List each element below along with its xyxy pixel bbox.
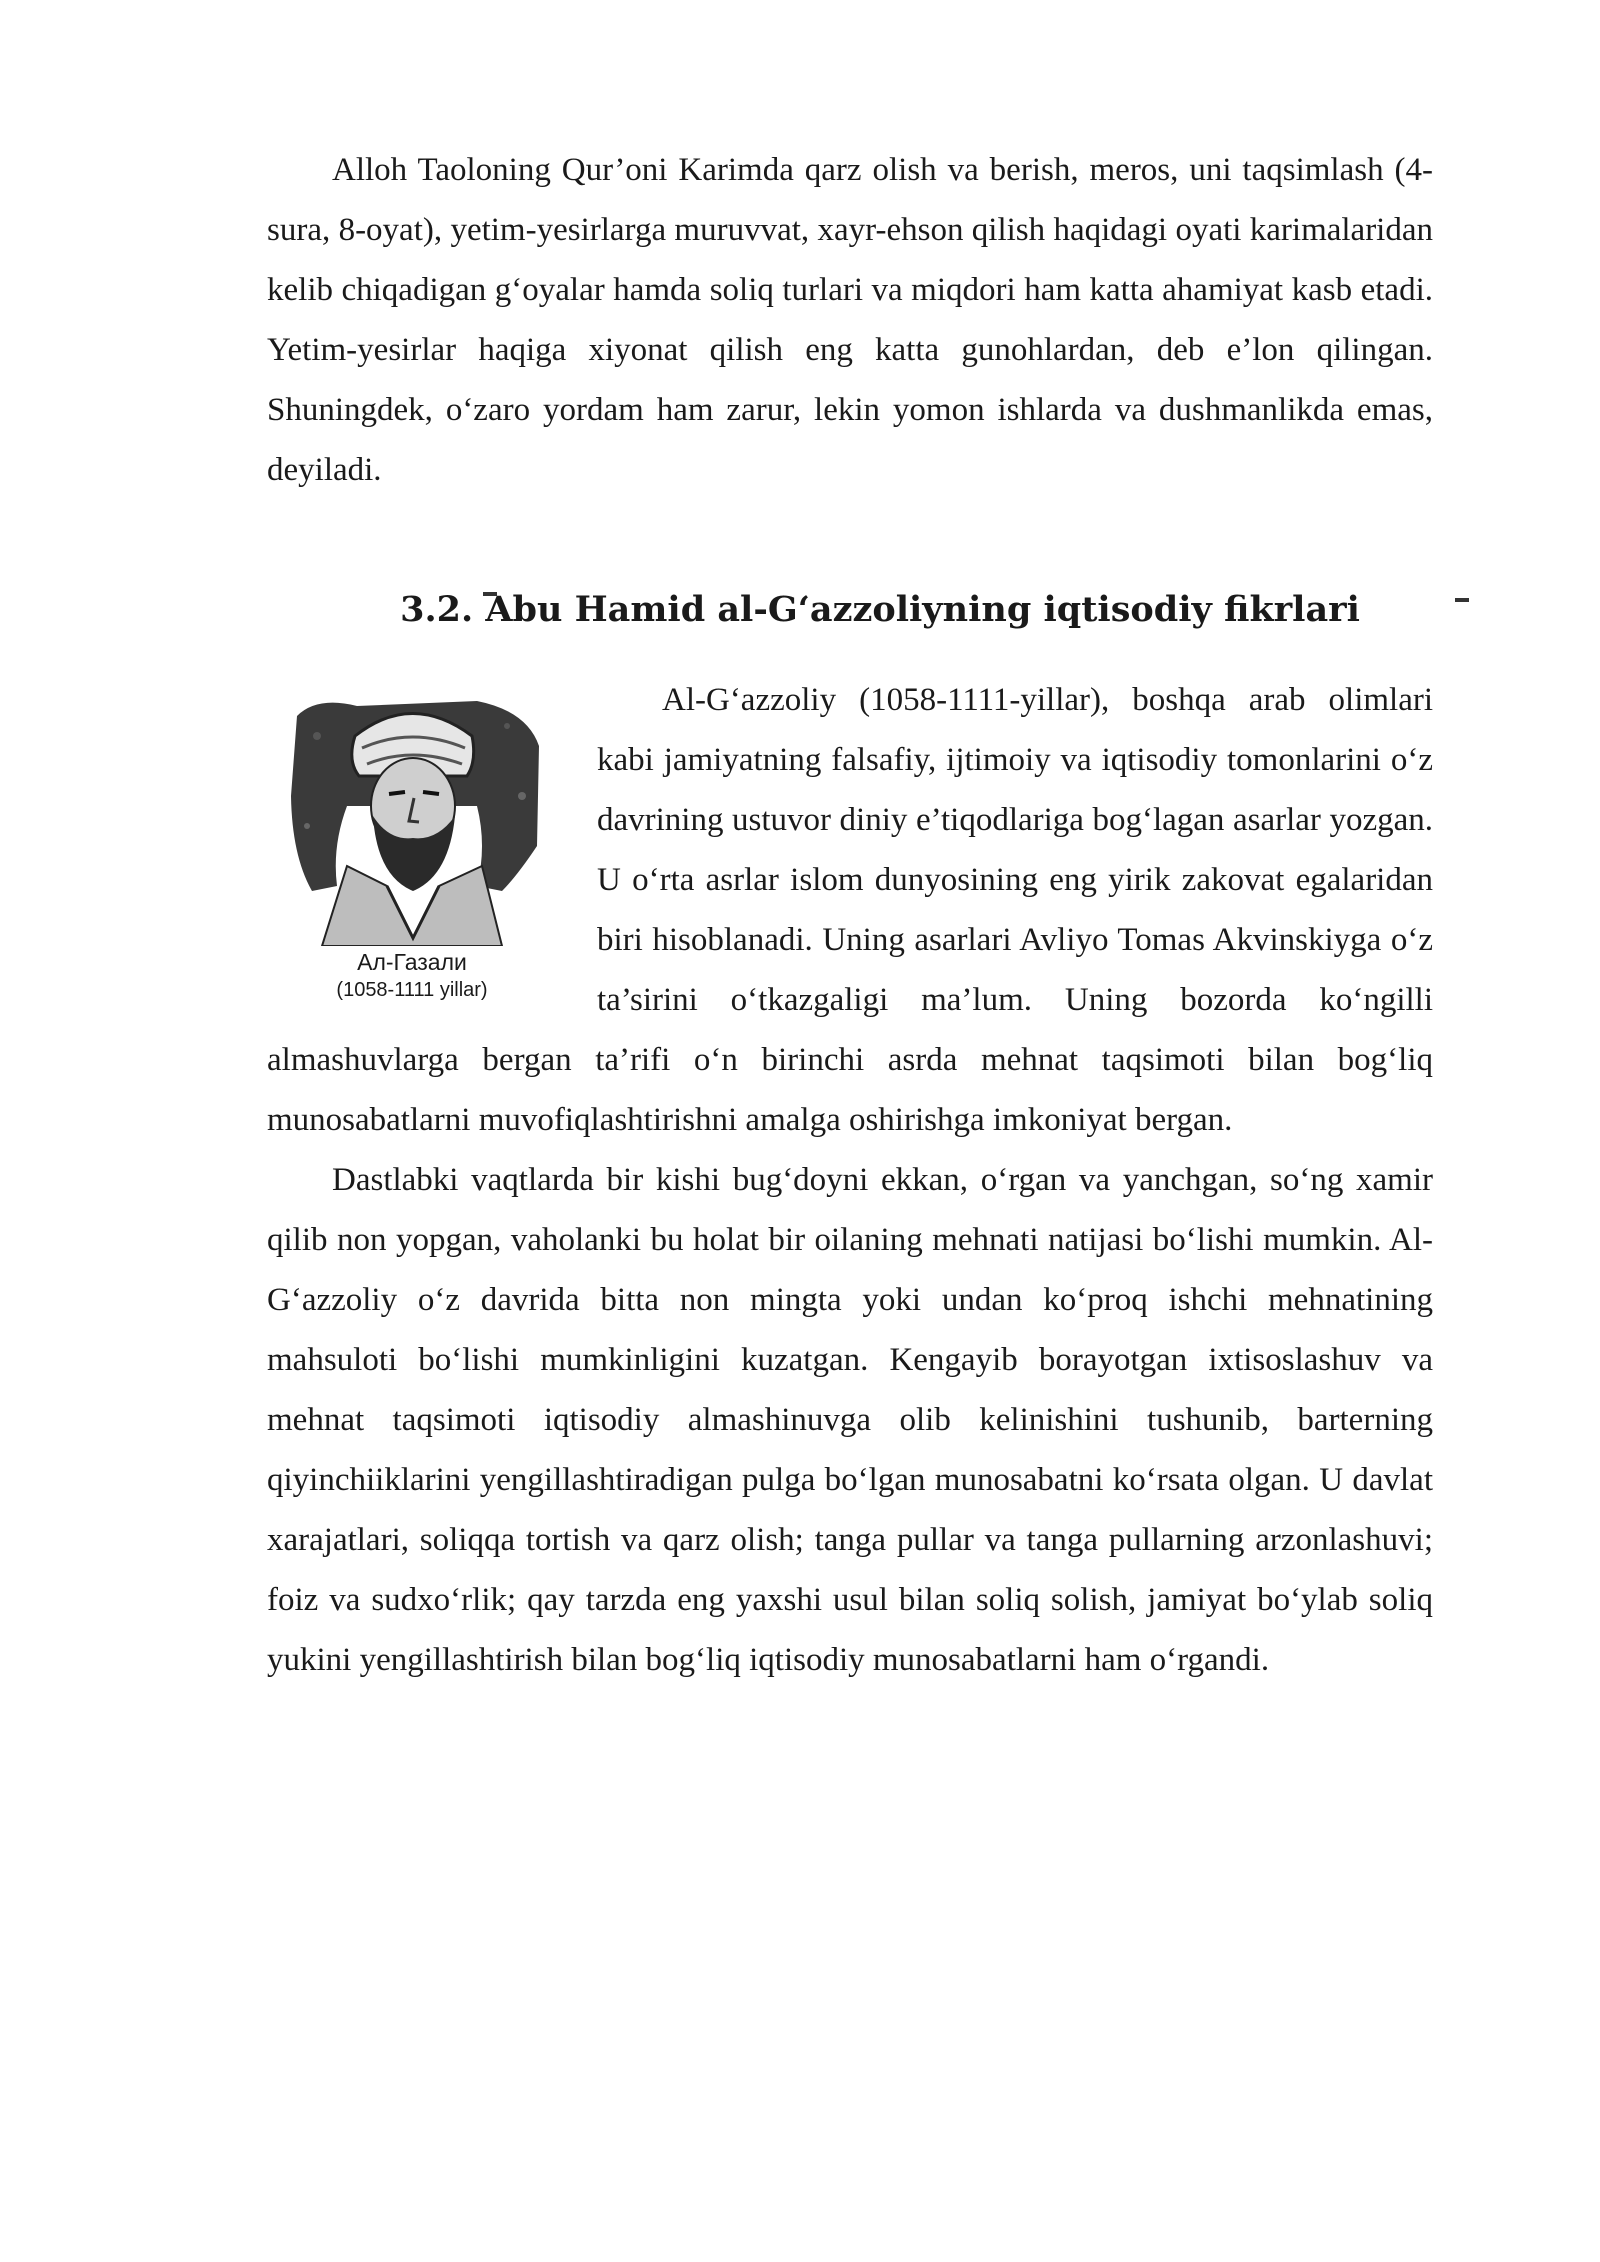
portrait-caption-name: Ал-Газали	[357, 949, 467, 975]
intro-paragraph: Alloh Taoloning Qur’oni Karimda qarz olish va berish, meros, uni taqsimlash (4-sura, 8-oyat), yetim-yesirlarga muruvvat, xayr-ehson qilish haqidagi oyati karimalaridan kelib chiqadigan g‘oyalar hamda soliq turlari va miqdori ham katta ahamiyat kasb etadi. Yetim-yesirlar haqiga xiyonat qilish eng katta gunohlardan, deb e’lon qilingan. Shuningdek, o‘zaro yordam ham zarur, lekin yomon ishlarda va dushmanlikda emas, deyiladi.	[267, 152, 1433, 488]
body-paragraph-3: Dastlabki vaqtlarda bir kishi bug‘doyni ekkan, o‘rgan va yanchgan, so‘ng xamir qilib non yopgan, vaholanki bu holat bir oilaning mehnati natijasi bo‘lishi mumkin. Al-G‘azzoliy o‘z davrida bitta non mingta yoki undan ko‘proq ishchi mehnatining mahsuloti bo‘lishi mumkinligini kuzatgan. Kengayib borayotgan ixtisoslashuv va mehnat taqsimoti iqtisodiy almashinuvga olib kelinishini tushunib, barterning qiyinchiiklarini yengillashtiradigan pulga bo‘lgan munosabatni ko‘rsata olgan. U davlat xarajatlari, soliqqa tortish va qarz olish; tanga pullar va tanga pullarning arzonlashuvi; foiz va sudxo‘rlik; qay tarzda eng yaxshi usul bilan soliq solish, jamiyat bo‘ylab soliq yukini yengillashtirish bilan bog‘liq iqtisodiy munosabatlarni ham o‘rgandi.	[267, 1162, 1433, 1678]
portrait-image	[277, 676, 547, 946]
portrait-caption-years: (1058-1111 yillar)	[336, 979, 488, 1001]
body-paragraph-2: Al-G‘azzoliy (1058-1111-yillar), boshqa arab olimlari kabi jamiyatning falsafiy, ijtimoiy va iqtisodiy tomonlarini o‘z davrining ustuvor diniy e’tiqodlariga bog‘lagan asarlar yozgan. U o‘rta asrlar islom dunyosining eng yirik zakovat egalaridan biri hisoblanadi. Uning asarlari Avliyo Tomas Akvinskiyga o‘z ta’sirini o‘tkazgaligi ma’lum. Uning bozorda ko‘ngilli almashuvlarga bergan ta’rifi o‘n birinchi asrda mehnat taqsimoti bilan bog‘liq munosabatlarni muvofiqlashtirishni amalga oshirishga imkoniyat bergan.	[267, 682, 1433, 1138]
section-heading: 3.2. Abu Hamid al-G‘azzoliyning iqtisodiy fikrlari	[400, 589, 1360, 630]
document-page	[267, 140, 1433, 1690]
scan-mark-right	[1455, 598, 1469, 602]
portrait-figure	[267, 676, 557, 1004]
